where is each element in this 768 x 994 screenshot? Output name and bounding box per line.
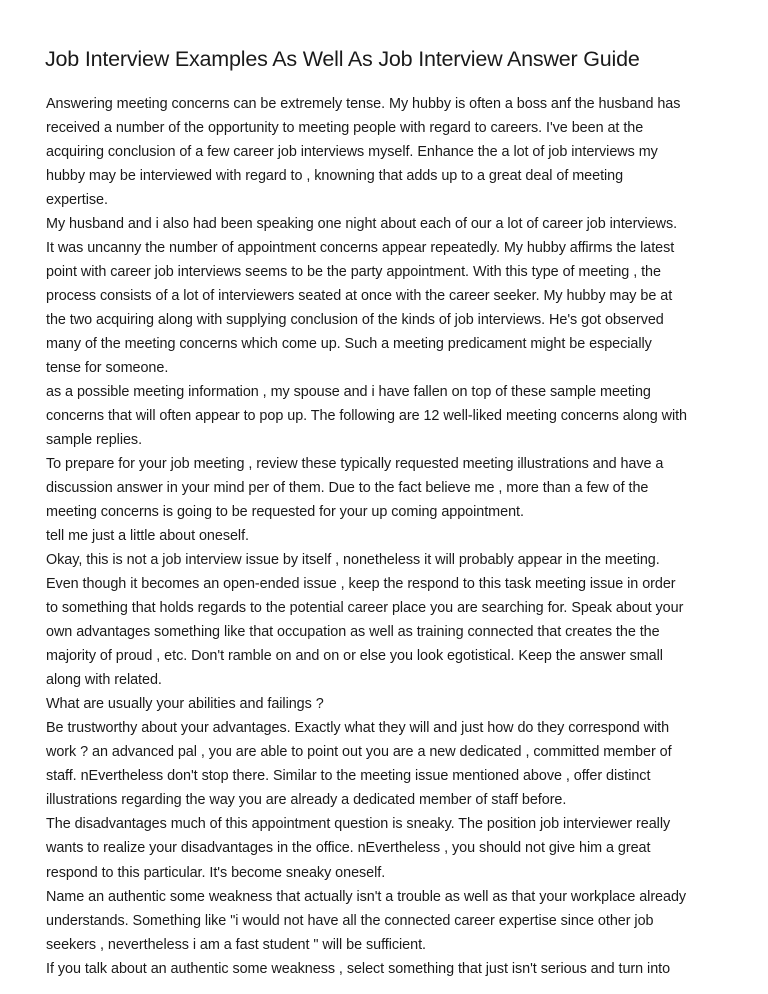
text-line: Answering meeting concerns can be extremely tense. My hubby is often a boss anf the husband has: [46, 96, 681, 112]
text-line: point with career job interviews seems to be the party appointment. With this type of meeting , the: [46, 264, 661, 281]
text-line: acquiring conclusion of a few career job interviews myself. Enhance the a lot of job interviews my: [46, 144, 658, 161]
text-line: illustrations regarding the way you are already a dedicated member of staff before.: [46, 792, 567, 809]
text-line: received a number of the opportunity to meeting people with regard to careers. I've been at the: [46, 120, 644, 137]
text-line: Okay, this is not a job interview issue by itself , nonetheless it will probably appear in the meeting.: [46, 552, 660, 569]
text-line: seekers , nevertheless i am a fast student " will be sufficient.: [46, 936, 426, 953]
text-line: Name an authentic some weakness that actually isn't a trouble as well as that your workplace already: [46, 888, 687, 905]
text-line: majority of proud , etc. Don't ramble on and on or else you look egotistical. Keep the answer small: [46, 648, 663, 665]
text-line: the two acquiring along with supplying conclusion of the kinds of job interviews. He's got observed: [46, 312, 664, 329]
document-body: [46, 92, 687, 981]
text-line: respond to this particular. It's become sneaky oneself.: [46, 864, 386, 881]
text-line: own advantages something like that occupation as well as training connected that creates the the: [46, 624, 660, 641]
text-line: discussion answer in your mind per of them. Due to the fact believe me , more than a few of the: [46, 480, 649, 497]
text-line: wants to realize your disadvantages in the office. nEvertheless , you should not give him a great: [46, 840, 651, 857]
text-line: Even though it becomes an open-ended issue , keep the respond to this task meeting issue in order: [46, 576, 676, 593]
text-line: My husband and i also had been speaking one night about each of our a lot of career job interviews.: [46, 216, 678, 233]
text-line: many of the meeting concerns which come up. Such a meeting predicament might be especially: [46, 336, 652, 353]
text-line: sample replies.: [46, 432, 143, 449]
text-line: If you talk about an authentic some weakness , select something that just isn't serious and turn into: [46, 960, 671, 977]
text-line: It was uncanny the number of appointment concerns appear repeatedly. My hubby affirms the latest: [46, 240, 675, 257]
text-line: to something that holds regards to the potential career place you are searching for. Speak about your: [46, 600, 684, 617]
text-line: along with related.: [46, 672, 162, 689]
text-line: hubby may be interviewed with regard to , knowning that adds up to a great deal of meeting: [46, 168, 624, 185]
document-title: Job Interview Examples As Well As Job Interview Answer Guide: [45, 47, 640, 71]
text-line: understands. Something like "i would not have all the connected career expertise since other job: [46, 912, 654, 929]
text-line: To prepare for your job meeting , review these typically requested meeting illustrations and have a: [46, 456, 664, 473]
text-line: process consists of a lot of interviewers seated at once with the career seeker. My hubby may be at: [46, 288, 673, 305]
text-line: as a possible meeting information , my spouse and i have fallen on top of these sample meeting: [46, 384, 651, 401]
text-line: tense for someone.: [46, 360, 169, 377]
text-line: expertise.: [46, 192, 108, 209]
text-line: staff. nEvertheless don't stop there. Similar to the meeting issue mentioned above , offer distinct: [46, 768, 651, 785]
text-line: The disadvantages much of this appointment question is sneaky. The position job interviewer really: [46, 816, 671, 833]
text-line: Be trustworthy about your advantages. Exactly what they will and just how do they correspond with: [46, 720, 670, 737]
text-line: concerns that will often appear to pop up. The following are 12 well-liked meeting concerns along with: [46, 408, 687, 425]
text-line: meeting concerns is going to be requested for your up coming appointment.: [46, 504, 524, 521]
text-line: What are usually your abilities and failings ?: [46, 696, 324, 713]
text-line: tell me just a little about oneself.: [46, 528, 249, 545]
text-line: work ? an advanced pal , you are able to point out you are a new dedicated , committed member of: [46, 744, 672, 761]
